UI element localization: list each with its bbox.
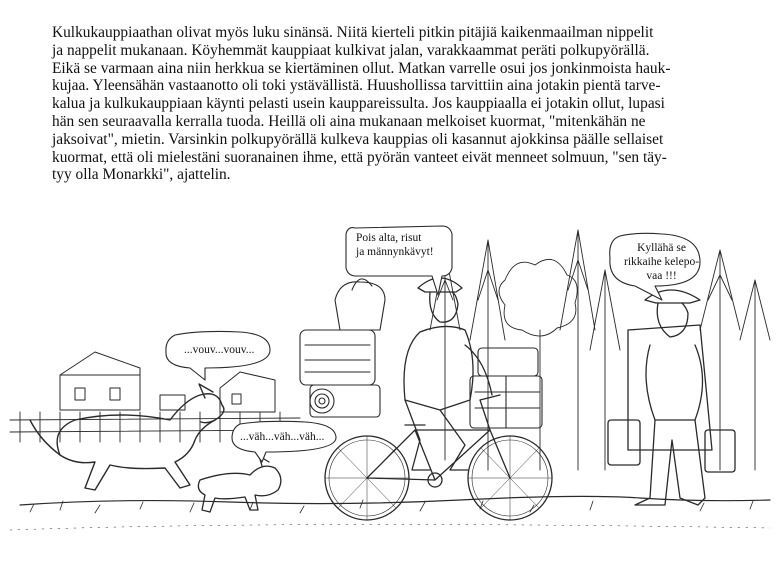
bubble-walker-line: vaa !!! — [646, 270, 677, 282]
story-line: ja nappelit mukanaan. Köyhemmät kauppiaat kulkivat jalan, varakkaammat peräti polkupyörällä. — [52, 41, 650, 59]
bubble-big-dog — [184, 343, 254, 357]
story-line: hän sen seuraavalla kerralla tuoda. Heillä oli aina mukanaan melkoiset kuormat, "mitenkähän ne — [52, 112, 646, 130]
bubble-big-dog-line: ...vouv...vouv... — [184, 344, 255, 356]
big-dog — [30, 384, 224, 490]
story-line: tyy olla Monarkki", ajattelin. — [52, 166, 231, 184]
bubble-cyclist-line: Pois alta, risut — [356, 232, 422, 244]
forest — [430, 230, 770, 470]
bubble-small-dog — [240, 430, 324, 444]
rear-cargo — [300, 279, 385, 417]
story-line: Kulkukauppiaathan olivat myös luku sinänsä. Niitä kierteli pitkin pitäjiä kaikenmaailman nippelit — [52, 24, 654, 41]
bubble-walker-line: rikkaihe kelepo- — [624, 256, 700, 268]
story-line: kalua ja kulkukauppiaan käynti pelasti usein kauppareissulta. Jos kauppiaalla ei jotakin ollut, lupasi — [52, 95, 665, 113]
walking-peddler — [608, 290, 735, 505]
front-cargo — [470, 348, 542, 428]
bubble-walker-line: Kyllähä se — [637, 242, 686, 254]
story-line: Eikä se varmaan aina niin herkkua se kiertäminen ollut. Matkan varrelle osui jos jonkinmoista hauk- — [52, 59, 671, 77]
story-line: kuormat, että oli mielestäni suoranainen ihme, että pyörän vanteet eivät menneet solmuun, "sen täy- — [52, 148, 667, 166]
bubble-cyclist-line: ja männynkävyt! — [356, 246, 434, 258]
story-line: kujaa. Yleensähän vastaanotto oli toki ystävällistä. Huushollissa tarvittiin aina jotakin pientä tarve- — [52, 77, 661, 95]
story-line: jaksoivat", mietin. Varsinkin polkupyörällä kulkeva kauppias oli kasannut ajokkinsa päälle sellaiset — [52, 130, 664, 148]
bubble-small-dog-line: ...väh...väh...väh... — [240, 431, 325, 443]
bubble-cyclist — [356, 231, 434, 259]
bubble-walker — [624, 241, 699, 283]
